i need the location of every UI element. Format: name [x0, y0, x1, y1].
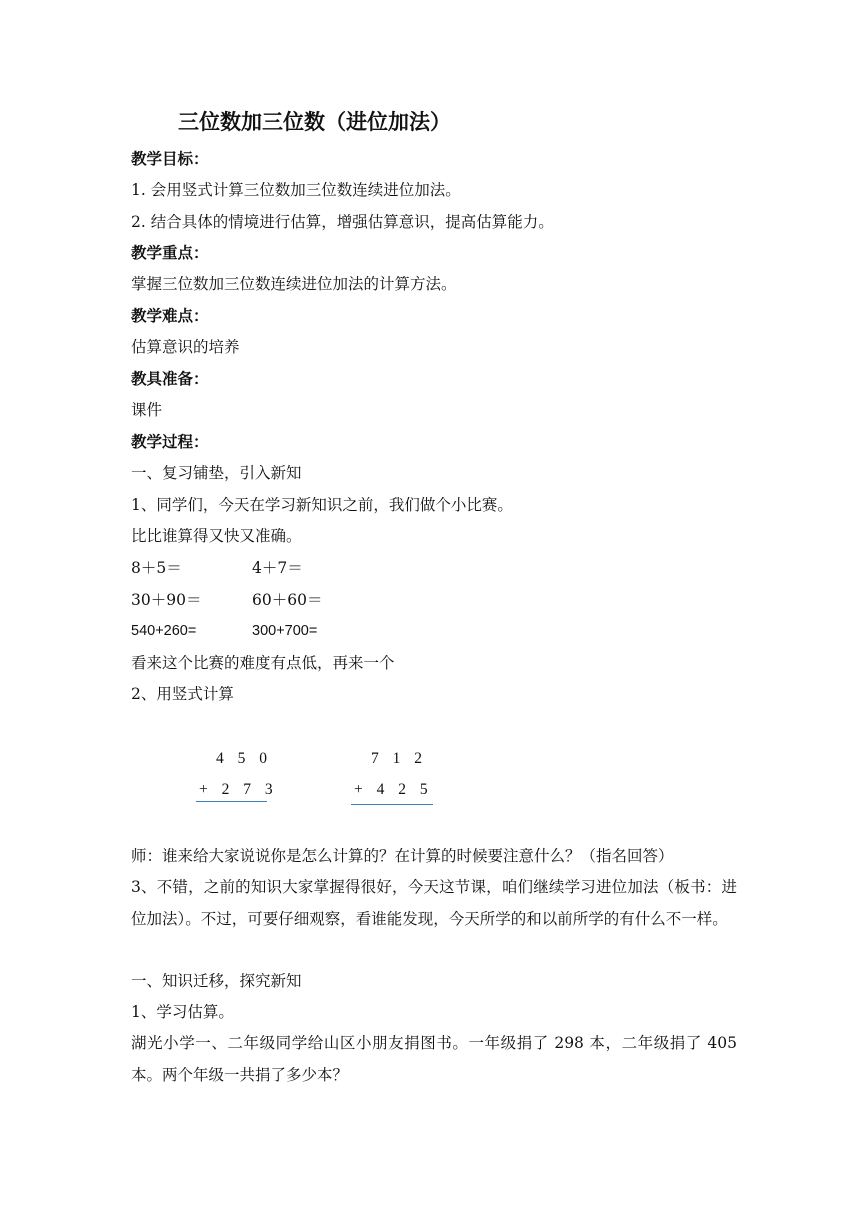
vertical-calc-1-top: 4 5 0: [216, 750, 272, 767]
key-points-text: 掌握三位数加三位数连续进位加法的计算方法。: [131, 275, 457, 293]
section1-title: 一、复习铺垫，引入新知: [131, 464, 302, 482]
materials-text: 课件: [131, 401, 163, 419]
exercise-1-right: 4＋7＝: [252, 559, 303, 577]
vertical-calc-2-bottom: + 4 2 5: [354, 781, 433, 798]
difficulties-heading: 教学难点：: [131, 307, 209, 325]
section1-step1b: 比比谁算得又快又准确。: [131, 527, 302, 545]
section1-step3: 3、不错，之前的知识大家掌握得很好，今天这节课，咱们继续学习进位加法（板书：进位加法）。不过，可要仔细观察，看谁能发现，今天所学的和以前所学的有什么不一样。: [131, 878, 737, 928]
process-heading: 教学过程：: [131, 433, 209, 451]
vertical-calc-1-bottom: + 2 7 3: [199, 781, 278, 798]
objectives-heading: 教学目标：: [131, 150, 209, 168]
exercise-3-right: 300+700=: [252, 623, 318, 639]
section1-step2: 2、用竖式计算: [131, 685, 234, 703]
exercise-1-left: 8＋5＝: [131, 559, 182, 577]
vertical-calc-2-underline: [351, 804, 433, 805]
exercise-2-right: 60＋60＝: [252, 591, 323, 609]
section2-step1: 1、学习估算。: [131, 1003, 234, 1021]
lesson-title: 三位数加三位数（进位加法）: [178, 110, 451, 134]
objective-item-2: 2. 结合具体的情境进行估算，增强估算意识，提高估算能力。: [131, 213, 554, 231]
vertical-calc-2-top: 7 1 2: [371, 750, 427, 767]
objective-item-1: 1. 会用竖式计算三位数加三位数连续进位加法。: [131, 181, 461, 199]
materials-heading: 教具准备：: [131, 370, 209, 388]
section2-title: 一、知识迁移，探究新知: [131, 972, 302, 990]
teacher-question: 师：谁来给大家说说你是怎么计算的？在计算的时候要注意什么？（指名回答）: [131, 847, 674, 865]
vertical-calc-1-underline: [196, 801, 267, 802]
key-points-heading: 教学重点：: [131, 244, 209, 262]
exercise-3-left: 540+260=: [131, 623, 197, 639]
exercise-2-left: 30＋90＝: [131, 591, 202, 609]
section1-comment: 看来这个比赛的难度有点低，再来一个: [131, 654, 395, 672]
section2-problem: 湖光小学一、二年级同学给山区小朋友捐图书。一年级捐了 298 本，二年级捐了 405 本。两个年级一共捐了多少本？: [131, 1034, 737, 1084]
section1-step1: 1、同学们，今天在学习新知识之前，我们做个小比赛。: [131, 496, 513, 514]
difficulties-text: 估算意识的培养: [131, 338, 240, 356]
